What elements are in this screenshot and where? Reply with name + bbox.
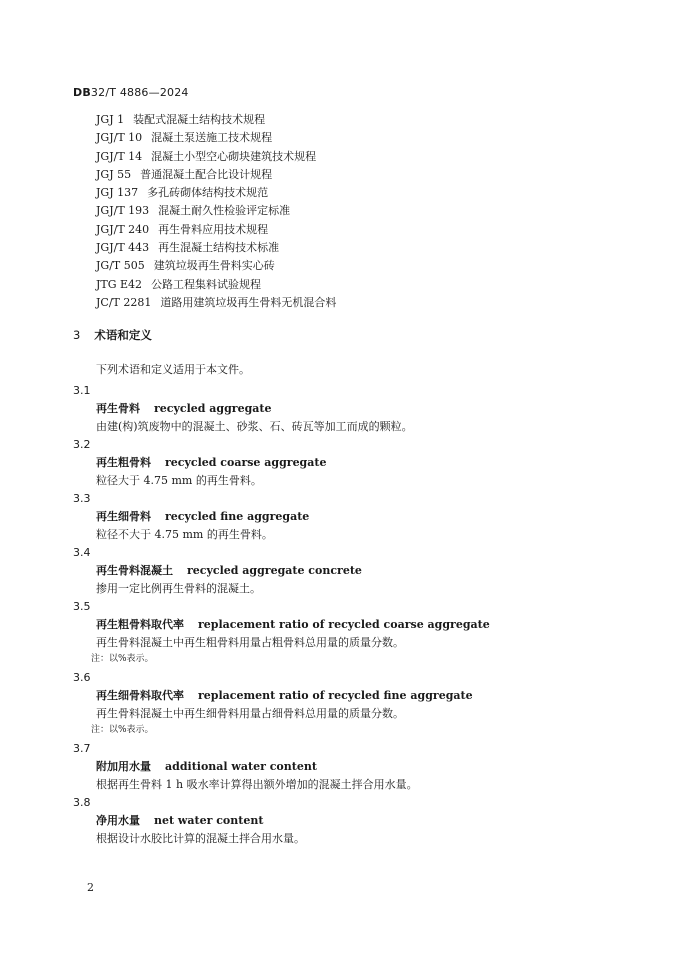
definition-term [96, 687, 633, 705]
term-chinese: 附加用水量 [96, 760, 151, 773]
section-heading [73, 327, 152, 343]
definition-entry [73, 489, 633, 543]
definition-term [96, 616, 633, 634]
reference-item [96, 294, 336, 312]
reference-title: 多孔砖砌体结构技术规范 [147, 186, 269, 200]
definition-entry [73, 668, 633, 739]
reference-code: JGJ/T 193 [96, 204, 150, 218]
definition-entry [73, 739, 633, 793]
reference-code: JG/T 505 [96, 259, 145, 273]
reference-code: JGJ 55 [96, 167, 132, 181]
reference-item [96, 148, 336, 166]
definition-description: 粒径不大于 4.75 mm 的再生骨料。 [96, 528, 273, 541]
definition-description: 再生骨料混凝土中再生细骨料用量占细骨料总用量的质量分数。 [96, 707, 404, 720]
header-code: 32/T 4886—2024 [90, 86, 189, 99]
term-chinese: 再生骨料混凝土 [96, 564, 173, 577]
definition-note: 注：以%表示。 [91, 654, 154, 664]
term-chinese: 再生粗骨料 [96, 456, 151, 469]
reference-code: JTG E42 [96, 277, 143, 291]
reference-item [96, 166, 336, 184]
reference-code: JGJ/T 14 [96, 149, 143, 163]
reference-item [96, 239, 336, 257]
term-chinese: 再生粗骨料取代率 [96, 618, 184, 631]
reference-item [96, 257, 336, 275]
reference-item [96, 111, 336, 129]
reference-title: 公路工程集料试验规程 [151, 277, 262, 291]
definition-term [96, 454, 633, 472]
definition-description: 由建(构)筑废物中的混凝土、砂浆、石、砖瓦等加工而成的颗粒。 [96, 420, 413, 433]
reference-item [96, 276, 336, 294]
term-chinese: 净用水量 [96, 814, 140, 827]
definition-term [96, 400, 633, 418]
term-chinese: 再生骨料 [96, 402, 140, 415]
header-prefix: DB [73, 86, 91, 99]
definition-description: 根据再生骨料 1 h 吸水率计算得出额外增加的混凝土拌合用水量。 [96, 778, 418, 791]
definition-number: 3.1 [73, 384, 91, 397]
term-chinese: 再生细骨料取代率 [96, 689, 184, 702]
page-number: 2 [87, 881, 94, 894]
reference-code: JGJ/T 443 [96, 241, 150, 255]
definition-term [96, 812, 633, 830]
reference-title: 普通混凝土配合比设计规程 [140, 167, 273, 181]
reference-code: JGJ/T 10 [96, 131, 143, 145]
document-header [73, 86, 189, 99]
definition-number: 3.5 [73, 600, 91, 613]
reference-item [96, 221, 336, 239]
definition-description: 掺用一定比例再生骨料的混凝土。 [96, 582, 261, 595]
definition-description: 粒径大于 4.75 mm 的再生骨料。 [96, 474, 262, 487]
reference-code: JC/T 2281 [96, 295, 152, 309]
definition-entry [73, 597, 633, 668]
reference-title: 建筑垃圾再生骨料实心砖 [153, 259, 275, 273]
reference-code: JGJ 137 [96, 186, 139, 200]
normative-references-list [96, 111, 336, 312]
term-english: recycled aggregate [154, 402, 272, 415]
section-title: 术语和定义 [94, 328, 152, 342]
definition-term [96, 758, 633, 776]
definition-term [96, 562, 633, 580]
definition-description: 再生骨料混凝土中再生粗骨料用量占粗骨料总用量的质量分数。 [96, 636, 404, 649]
term-english: replacement ratio of recycled fine aggregate [198, 689, 473, 702]
reference-code: JGJ/T 240 [96, 222, 150, 236]
definition-description: 根据设计水胶比计算的混凝土拌合用水量。 [96, 832, 305, 845]
reference-item [96, 184, 336, 202]
term-chinese: 再生细骨料 [96, 510, 151, 523]
reference-title: 装配式混凝土结构技术规程 [133, 113, 266, 126]
definition-number: 3.3 [73, 492, 91, 505]
term-english: recycled coarse aggregate [165, 456, 327, 469]
term-english: recycled aggregate concrete [187, 564, 362, 577]
reference-title: 再生骨料应用技术规程 [158, 222, 269, 236]
definitions-list [73, 381, 633, 847]
reference-title: 混凝土耐久性检验评定标准 [158, 204, 291, 218]
definition-number: 3.6 [73, 671, 91, 684]
definition-term [96, 508, 633, 526]
definition-number: 3.7 [73, 742, 91, 755]
reference-title: 混凝土小型空心砌块建筑技术规程 [151, 149, 317, 163]
reference-item [96, 129, 336, 147]
section-intro: 下列术语和定义适用于本文件。 [96, 363, 250, 376]
reference-title: 再生混凝土结构技术标准 [158, 241, 280, 255]
definition-entry [73, 793, 633, 847]
definition-entry [73, 543, 633, 597]
definition-entry [73, 381, 633, 435]
reference-code: JGJ 1 [96, 113, 125, 126]
definition-number: 3.8 [73, 796, 91, 809]
definition-note: 注：以%表示。 [91, 725, 154, 735]
definition-number: 3.4 [73, 546, 91, 559]
term-english: net water content [154, 814, 264, 827]
term-english: recycled fine aggregate [165, 510, 310, 523]
term-english: additional water content [165, 760, 317, 773]
reference-title: 道路用建筑垃圾再生骨料无机混合料 [160, 295, 337, 309]
section-number: 3 [73, 328, 81, 342]
definition-entry [73, 435, 633, 489]
term-english: replacement ratio of recycled coarse aggregate [198, 618, 490, 631]
reference-item [96, 202, 336, 220]
definition-number: 3.2 [73, 438, 91, 451]
reference-title: 混凝土泵送施工技术规程 [151, 131, 273, 145]
